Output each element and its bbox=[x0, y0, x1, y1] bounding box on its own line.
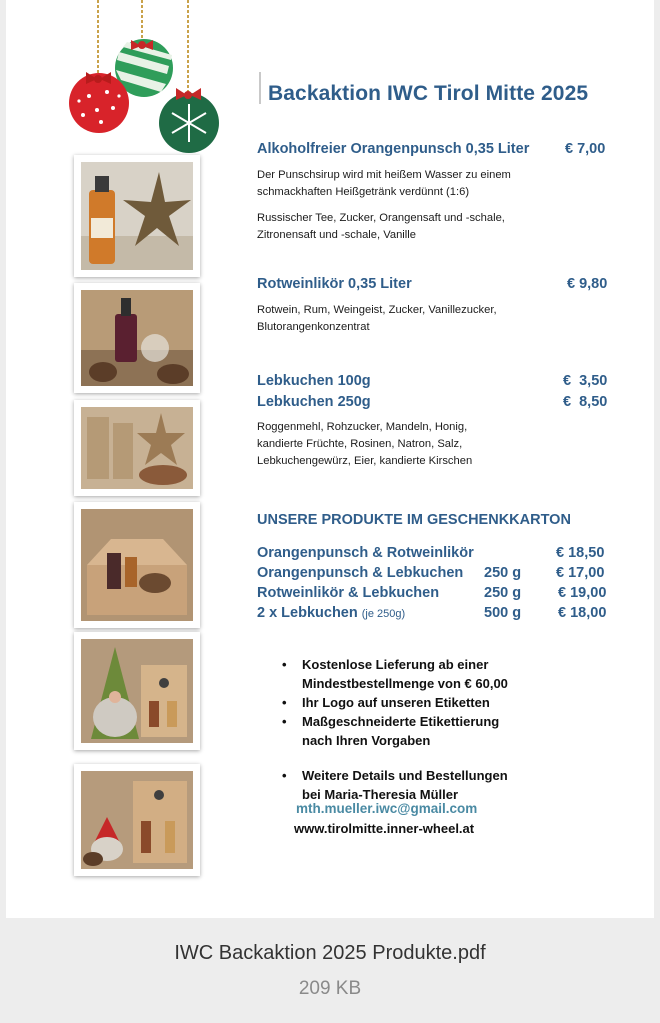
gift-row-qty: 250 g bbox=[484, 565, 522, 581]
title-divider bbox=[259, 72, 261, 104]
photo-geschenkbox-offen bbox=[74, 764, 200, 876]
bullet-dot: • bbox=[282, 714, 287, 729]
gift-row-qty: 250 g bbox=[484, 585, 522, 601]
gift-row-name: Orangenpunsch & Rotweinlikör bbox=[257, 545, 474, 561]
bullet-dot: • bbox=[282, 768, 287, 783]
bullet-logo-labels: • Ihr Logo auf unseren Etiketten bbox=[282, 695, 490, 710]
item-rotweinlikoer-name: Rotweinlikör 0,35 Liter bbox=[257, 276, 412, 292]
pdf-page bbox=[6, 0, 654, 918]
gift-row-name: Rotweinlikör & Lebkuchen bbox=[257, 585, 440, 601]
item-lebkuchen-100-price: € 3,50 bbox=[563, 373, 608, 389]
gift-row-note: (je 250g) bbox=[361, 608, 406, 620]
benefits-list bbox=[282, 655, 508, 804]
photo-wichtel-box bbox=[74, 632, 200, 750]
bullet-custom-labeling: • Maßgeschneiderte Etikettierung nach Ihren Vorgaben bbox=[282, 714, 500, 748]
photo-geschenkkarton bbox=[74, 502, 200, 628]
contact-email-link[interactable]: mth.mueller.iwc@gmail.com bbox=[296, 801, 478, 816]
document-title: Backaktion IWC Tirol Mitte 2025 bbox=[268, 82, 589, 105]
website-link[interactable]: www.tirolmitte.inner-wheel.at bbox=[294, 821, 475, 836]
item-rotweinlikoer-ingredients: Rotwein, Rum, Weingeist, Zucker, Vanillezucker, Blutorangenkonzentrat bbox=[257, 304, 497, 333]
bullet-dot: • bbox=[282, 657, 287, 672]
gift-row-name: 2 x Lebkuchen (je 250g) bbox=[257, 605, 406, 621]
item-orangenpunsch-ingredients: Russischer Tee, Zucker, Orangensaft und -schale, Zitronensaft und -schale, Vanille bbox=[257, 212, 505, 241]
bullet-free-delivery: • Kostenlose Lieferung ab einer Mindestbestellmenge von € 60,00 bbox=[282, 657, 508, 691]
photo-lebkuchen bbox=[74, 400, 200, 496]
bullet-contact: • Weitere Details und Bestellungen bei Maria-Theresia Müller bbox=[282, 768, 508, 802]
item-lebkuchen-ingredients: Roggenmehl, Rohzucker, Mandeln, Honig, kandierte Früchte, Rosinen, Natron, Salz, Lebkuchengewürz, Eier, kandierte Kirschen bbox=[257, 421, 473, 467]
item-orangenpunsch-desc-preparation: Der Punschsirup wird mit heißem Wasser zu einem schmackhaften Heißgetränk verdünnt (1:6) bbox=[257, 169, 511, 198]
gift-row-qty: 500 g bbox=[484, 605, 522, 621]
gift-row-name: Orangenpunsch & Lebkuchen bbox=[257, 565, 464, 581]
gift-row-price: € 19,00 bbox=[558, 585, 607, 601]
photo-rotweinlikoer bbox=[74, 283, 200, 393]
christmas-ornaments-illustration bbox=[61, 0, 231, 155]
gift-row-price: € 18,00 bbox=[558, 605, 607, 621]
item-lebkuchen-250-price: € 8,50 bbox=[563, 394, 608, 410]
photo-orangenpunsch bbox=[74, 155, 200, 277]
gift-section-heading: UNSERE PRODUKTE IM GESCHENKKARTON bbox=[257, 512, 571, 528]
item-rotweinlikoer-price: € 9,80 bbox=[567, 276, 608, 292]
gift-row-price: € 18,50 bbox=[556, 545, 605, 561]
bullet-dot: • bbox=[282, 695, 287, 710]
gift-row-price: € 17,00 bbox=[556, 565, 605, 581]
item-lebkuchen-250-name: Lebkuchen 250g bbox=[257, 394, 371, 410]
item-lebkuchen-100-name: Lebkuchen 100g bbox=[257, 373, 371, 389]
attachment-filename[interactable]: IWC Backaktion 2025 Produkte.pdf bbox=[174, 942, 486, 964]
item-orangenpunsch-price: € 7,00 bbox=[565, 141, 606, 157]
item-orangenpunsch-name: Alkoholfreier Orangenpunsch 0,35 Liter bbox=[257, 141, 530, 157]
attachment-filesize: 209 KB bbox=[298, 978, 362, 999]
